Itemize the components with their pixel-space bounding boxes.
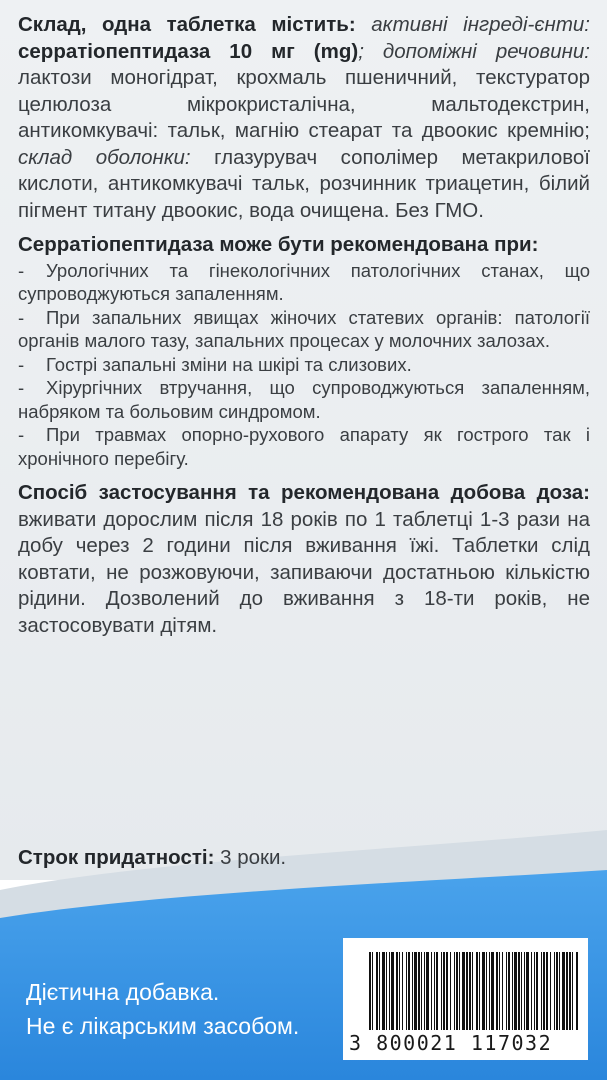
barcode-bar <box>536 952 538 1030</box>
barcode-bar <box>426 952 429 1030</box>
barcode-bar <box>482 952 485 1030</box>
barcode-bar <box>389 952 390 1030</box>
barcode-bar <box>508 952 510 1030</box>
barcode-bar <box>514 952 517 1030</box>
barcode-bar <box>454 952 455 1030</box>
coating-value: глазурувач сополімер метакрилової кислоти, антикомкувачі тальк, розчинник триацетин, білий пігмент титану двоокис, вода очищена. Без ГМО. <box>18 145 590 222</box>
barcode-bar <box>414 952 417 1030</box>
coating-label: склад оболонки: <box>18 145 191 169</box>
barcode-bar <box>521 952 522 1030</box>
dash-bullet: - <box>18 353 25 375</box>
barcode-bar <box>541 952 542 1030</box>
list-item: - Урологічних та гінекологічних патологічних станах, що супроводжуються запаленням. <box>18 259 590 304</box>
barcode-bar <box>434 952 435 1030</box>
barcode-bar <box>446 952 448 1030</box>
barcode-bar <box>566 952 568 1030</box>
barcode-bar <box>369 952 371 1030</box>
composition-heading: Склад, одна таблетка містить: <box>18 13 356 36</box>
barcode-bar <box>518 952 520 1030</box>
barcode <box>343 938 588 1060</box>
recommended-list <box>18 259 590 471</box>
barcode-bar <box>386 952 387 1030</box>
composition-excipients-value: лактози моногідрат, крохмаль пшеничний, текстуратор целюлоза мікрокристалічна, мальтодекстрин, антикомкувачі: тальк, магнію стеарат та двоокис кремнію; <box>18 66 590 142</box>
barcode-bar <box>531 952 532 1030</box>
list-item: - При травмах опорно-рухового апарату як гострого так і хронічного перебігу. <box>18 424 590 469</box>
barcode-bar <box>559 952 560 1030</box>
barcode-bar <box>402 952 403 1030</box>
barcode-bar <box>550 952 551 1030</box>
dash-bullet: - <box>18 424 25 445</box>
barcode-bar <box>412 952 413 1030</box>
list-item: - При запальних явищах жіночих статевих органів: патології органів малого тазу, запальних процесах у молочних залозах. <box>18 306 590 351</box>
barcode-bar <box>476 952 478 1030</box>
barcode-bar <box>569 952 571 1030</box>
barcode-bar <box>486 952 487 1030</box>
barcode-bar <box>572 952 573 1030</box>
barcode-bar <box>436 952 438 1030</box>
barcode-bar <box>496 952 498 1030</box>
barcode-bar <box>399 952 400 1030</box>
barcode-bar <box>396 952 398 1030</box>
barcode-bar <box>472 952 473 1030</box>
barcode-bar <box>534 952 535 1030</box>
composition-active-label: активні інгреді-єнти: <box>355 13 590 36</box>
barcode-bar <box>469 952 471 1030</box>
composition-excipients-label: ; допоміжні речовини: <box>358 39 590 63</box>
barcode-bar <box>418 952 420 1030</box>
label-text-block <box>18 12 590 647</box>
barcode-bar <box>456 952 458 1030</box>
dash-bullet: - <box>18 259 25 281</box>
barcode-bar <box>424 952 425 1030</box>
barcode-bar <box>406 952 407 1030</box>
usage-paragraph <box>18 480 590 639</box>
recommended-heading: Серратіопептидаза може бути рекомендована при: <box>18 233 539 256</box>
barcode-bar <box>562 952 565 1030</box>
barcode-bar <box>431 952 432 1030</box>
usage-text: вживати дорослим після 18 років по 1 таблетці 1-3 рази на добу через 2 години після вживання їжі. Таблетки слід ковтати, не розжовуючи, запиваючи достатньою кількістю рідини. Дозволений до вживання з 18-ти років, не застосовувати дітям. <box>18 507 590 637</box>
barcode-bar <box>499 952 500 1030</box>
barcode-bar <box>376 952 378 1030</box>
barcode-bar <box>379 952 380 1030</box>
barcode-bar <box>391 952 394 1030</box>
footer-notice <box>26 975 299 1043</box>
barcode-bar <box>554 952 555 1030</box>
barcode-bar <box>408 952 410 1030</box>
barcode-bar <box>576 952 578 1030</box>
barcode-bar <box>421 952 422 1030</box>
barcode-digits: 3 800021 117032 <box>349 1031 553 1055</box>
composition-paragraph <box>18 12 590 224</box>
shelf-life <box>18 846 286 870</box>
barcode-bar <box>524 952 525 1030</box>
barcode-bar <box>443 952 445 1030</box>
composition-active-value: серратіопептидаза 10 мг (mg) <box>18 39 359 63</box>
barcode-bar <box>441 952 442 1030</box>
dash-bullet: - <box>18 306 25 328</box>
list-item: - Хірургічних втручання, що супроводжуються запаленням, набряком та больовим синдромом. <box>18 377 590 422</box>
barcode-bar <box>450 952 451 1030</box>
barcode-bar <box>382 952 385 1030</box>
barcode-bar <box>556 952 558 1030</box>
barcode-bar <box>462 952 465 1030</box>
barcode-bar <box>459 952 460 1030</box>
barcode-bar <box>502 952 503 1030</box>
barcode-bar <box>372 952 373 1030</box>
usage-heading: Спосіб застосування та рекомендована добова доза: <box>18 481 590 504</box>
footer-line-2: Не є лікарським засобом. <box>26 1013 300 1039</box>
barcode-bar <box>491 952 494 1030</box>
list-item: - Гострі запальні зміни на шкірі та слизових. <box>18 353 412 375</box>
barcode-bar <box>526 952 529 1030</box>
barcode-bar <box>489 952 490 1030</box>
barcode-bar <box>512 952 513 1030</box>
barcode-bar <box>479 952 480 1030</box>
dash-bullet: - <box>18 377 25 398</box>
barcode-bar <box>546 952 548 1030</box>
barcode-bar <box>506 952 507 1030</box>
barcode-bar <box>466 952 468 1030</box>
shelf-life-value: 3 роки. <box>214 846 287 869</box>
barcode-bar <box>543 952 545 1030</box>
footer-line-1: Дієтична добавка. <box>26 979 220 1005</box>
shelf-life-label: Строк придатності: <box>18 846 215 869</box>
